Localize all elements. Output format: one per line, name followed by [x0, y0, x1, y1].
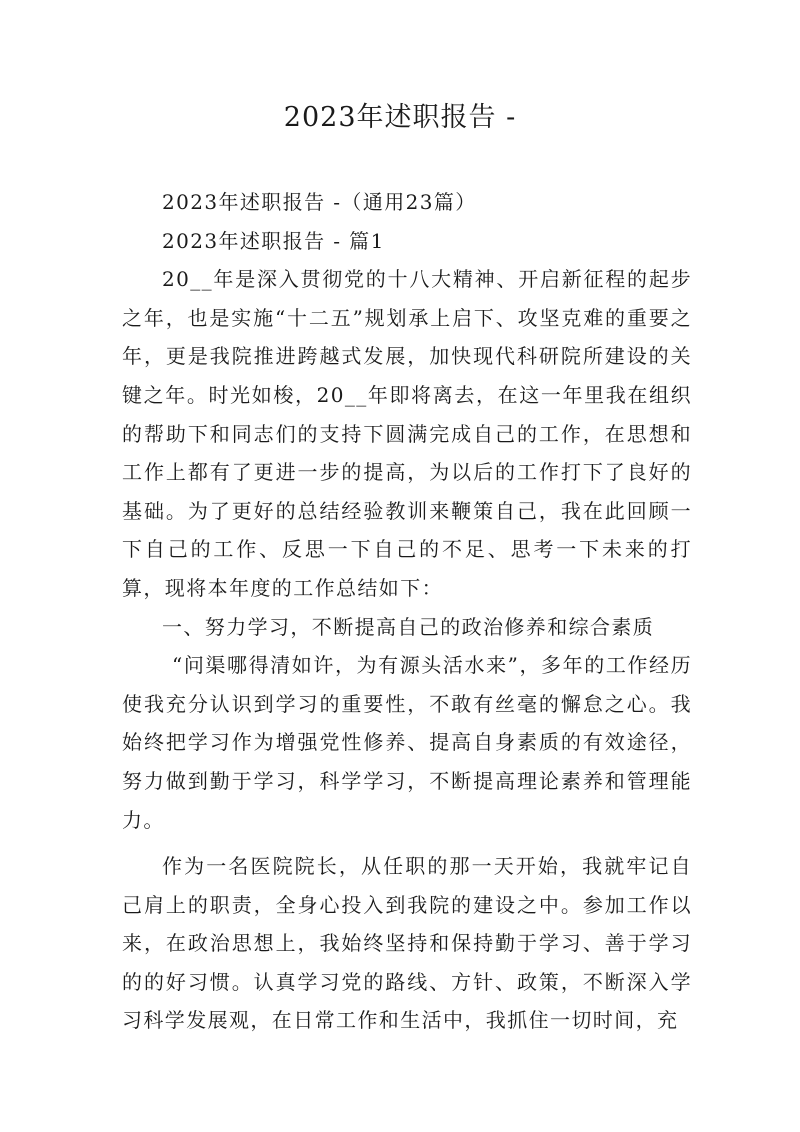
- paragraph-intro: 20__年是深入贯彻党的十八大精神、开启新征程的起步之年，也是实施“十二五”规划承上启下、攻坚克难的重要之年，更是我院推进跨越式发展，加快现代科研院所建设的关键之年。时光如梭，20__年即将离去，在这一年里我在组织的帮助下和同志们的支持下圆满完成自己的工作，在思想和工作上都有了更进一步的提高，为以后的工作打下了良好的基础。为了更好的总结经验教训来鞭策自己，我在此回顾一下自己的工作、反思一下自己的不足、思考一下未来的打算，现将本年度的工作总结如下：: [122, 267, 692, 600]
- document-body: [122, 183, 692, 1040]
- paragraph-quote: “问渠哪得清如许，为有源头活水来”，多年的工作经历使我充分认识到学习的重要性，不敢有丝毫的懈怠之心。我始终把学习作为增强党性修养、提高自身素质的有效途径，努力做到勤于学习，科学学习，不断提高理论素养和管理能力。: [122, 653, 692, 832]
- section-heading-1: 一、努力学习，不断提高自己的政治修养和综合素质: [162, 614, 655, 639]
- document-title: 2023年述职报告 -: [283, 102, 517, 133]
- subtitle-line: 2023年述职报告 -（通用23篇）: [162, 190, 477, 214]
- paragraph-duty: 作为一名医院院长，从任职的那一天开始，我就牢记自己肩上的职责，全身心投入到我院的建设之中。参加工作以来，在政治思想上，我始终坚持和保持勤于学习、善于学习的的好习惯。认真学习党的路线、方针、政策，不断深入学习科学发展观，在日常工作和生活中，我抓住一切时间，充: [122, 854, 692, 1033]
- section-heading: 2023年述职报告 - 篇1: [162, 228, 385, 253]
